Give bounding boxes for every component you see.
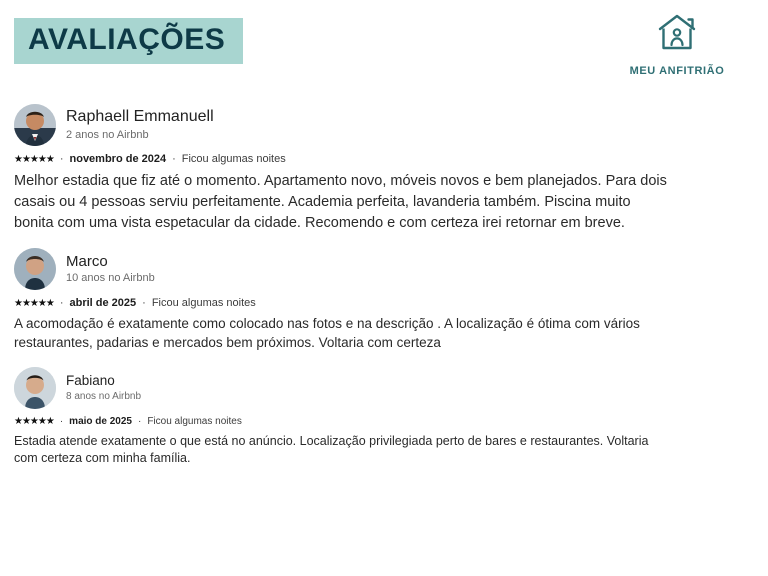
review-text: Estadia atende exatamente o que está no anúncio. Localização privilegiada perto de bares e restaurantes. Voltaria com certeza com minha família. bbox=[14, 433, 649, 466]
meta-separator: · bbox=[172, 153, 176, 165]
review-item bbox=[14, 248, 750, 353]
reviewer-identity bbox=[66, 253, 155, 285]
meta-separator: · bbox=[59, 415, 64, 427]
house-with-person-icon bbox=[612, 10, 742, 61]
rating-stars: ★★★★★ bbox=[14, 415, 54, 427]
reviewer-identity bbox=[66, 373, 141, 402]
review-meta bbox=[14, 297, 750, 309]
review-header bbox=[14, 104, 750, 146]
page-title: AVALIAÇÕES bbox=[28, 23, 226, 56]
review-text: A acomodação é exatamente como colocado nas fotos e na descrição . A localização é ótima com vários restaurantes, padarias e mercados bem próximos. Voltaria com certeza bbox=[14, 316, 640, 350]
review-text: Melhor estadia que fiz até o momento. Apartamento novo, móveis novos e bem planejados. Para dois casais ou 4 pessoas serviu perfeitamente. Academia perfeita, lavanderia também. Piscina muito bonita com uma vista espetacular da cidade. Recomendo e com certeza irei retornar em breve. bbox=[14, 173, 667, 232]
review-item bbox=[14, 367, 750, 468]
user-avatar-photo bbox=[14, 248, 56, 290]
reviewer-name: Fabiano bbox=[66, 373, 115, 389]
stay-length: Ficou algumas noites bbox=[147, 415, 242, 427]
meta-separator: · bbox=[137, 415, 142, 427]
review-date: maio de 2025 bbox=[69, 415, 132, 427]
user-avatar-photo bbox=[14, 367, 56, 409]
review-date: novembro de 2024 bbox=[69, 153, 167, 165]
brand-block bbox=[612, 10, 742, 77]
review-meta bbox=[14, 416, 750, 427]
rating-stars: ★★★★★ bbox=[14, 153, 54, 165]
page-title-band bbox=[14, 18, 243, 64]
review-item bbox=[14, 104, 750, 234]
reviewer-tenure: 10 anos no Airbnb bbox=[66, 272, 155, 285]
reviewer-name: Marco bbox=[66, 253, 108, 271]
meta-separator: · bbox=[59, 153, 64, 165]
stay-length: Ficou algumas noites bbox=[181, 153, 286, 165]
reviewer-identity bbox=[66, 108, 214, 141]
review-header bbox=[14, 248, 750, 290]
reviews-list bbox=[0, 104, 768, 481]
brand-name: MEU ANFITRIÃO bbox=[629, 65, 725, 77]
page-header bbox=[0, 0, 768, 96]
stay-length: Ficou algumas noites bbox=[151, 297, 256, 310]
review-date: abril de 2025 bbox=[69, 297, 137, 310]
meta-separator: · bbox=[142, 297, 146, 310]
reviewer-name: Raphaell Emmanuell bbox=[66, 108, 214, 126]
reviewer-tenure: 8 anos no Airbnb bbox=[66, 390, 142, 402]
user-avatar-photo bbox=[14, 104, 56, 146]
meta-separator: · bbox=[59, 297, 64, 310]
review-meta bbox=[14, 153, 750, 165]
reviewer-tenure: 2 anos no Airbnb bbox=[66, 128, 149, 141]
review-header bbox=[14, 367, 750, 409]
rating-stars: ★★★★★ bbox=[14, 297, 54, 309]
